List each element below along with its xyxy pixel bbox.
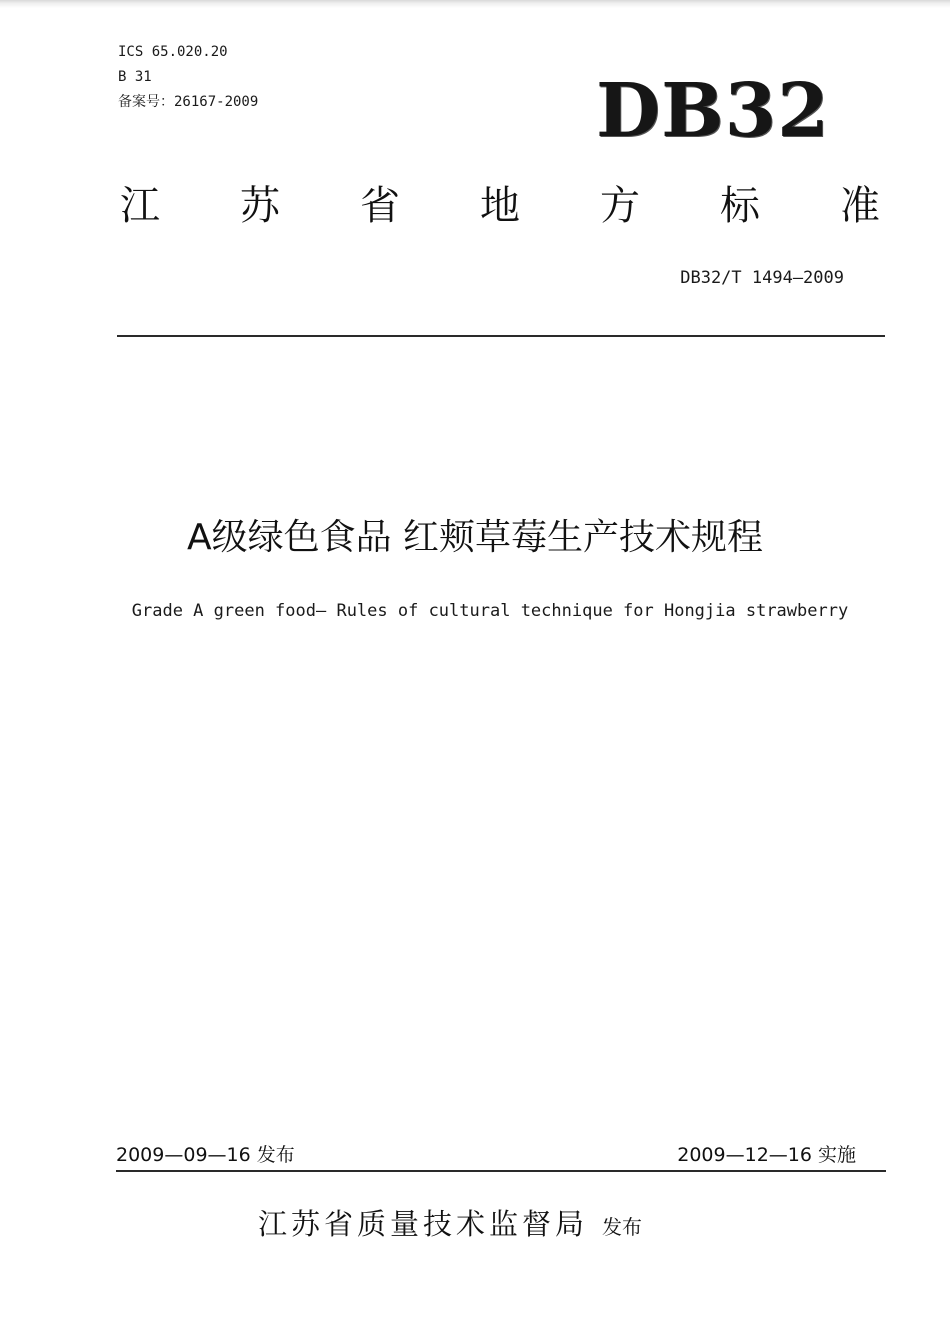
class-code: B 31 <box>118 69 152 85</box>
standard-number: DB32/T 1494—2009 <box>680 268 844 288</box>
standard-title-char: 准 <box>840 183 880 229</box>
standard-title-char: 方 <box>600 183 640 229</box>
standard-title-char: 地 <box>480 183 520 229</box>
effective-date: 2009—12—16 实施 <box>677 1144 856 1166</box>
top-divider <box>117 335 885 337</box>
db32-logo: DB32 <box>596 68 830 154</box>
publisher-suffix: 发布 <box>602 1215 643 1239</box>
publisher-organization: 江苏省质量技术监督局 <box>258 1207 589 1241</box>
standard-title-char: 省 <box>360 183 400 229</box>
bottom-divider <box>116 1170 886 1172</box>
document-title-cn: A级绿色食品 红颊草莓生产技术规程 <box>186 517 764 558</box>
publisher-line <box>258 1200 642 1253</box>
classification-block <box>118 40 258 115</box>
standard-type-title <box>100 176 900 236</box>
issue-date: 2009—09—16 发布 <box>116 1144 295 1166</box>
standard-title-char: 苏 <box>240 183 280 229</box>
ics-code: ICS 65.020.20 <box>118 44 228 60</box>
standard-title-char: 江 <box>120 183 160 229</box>
document-title-en: Grade A green food— Rules of cultural technique for Hongjia strawberry <box>131 601 849 621</box>
standard-title-char: 标 <box>720 183 760 229</box>
scan-edge <box>0 0 950 8</box>
filing-number: 备案号：26167-2009 <box>118 94 259 110</box>
